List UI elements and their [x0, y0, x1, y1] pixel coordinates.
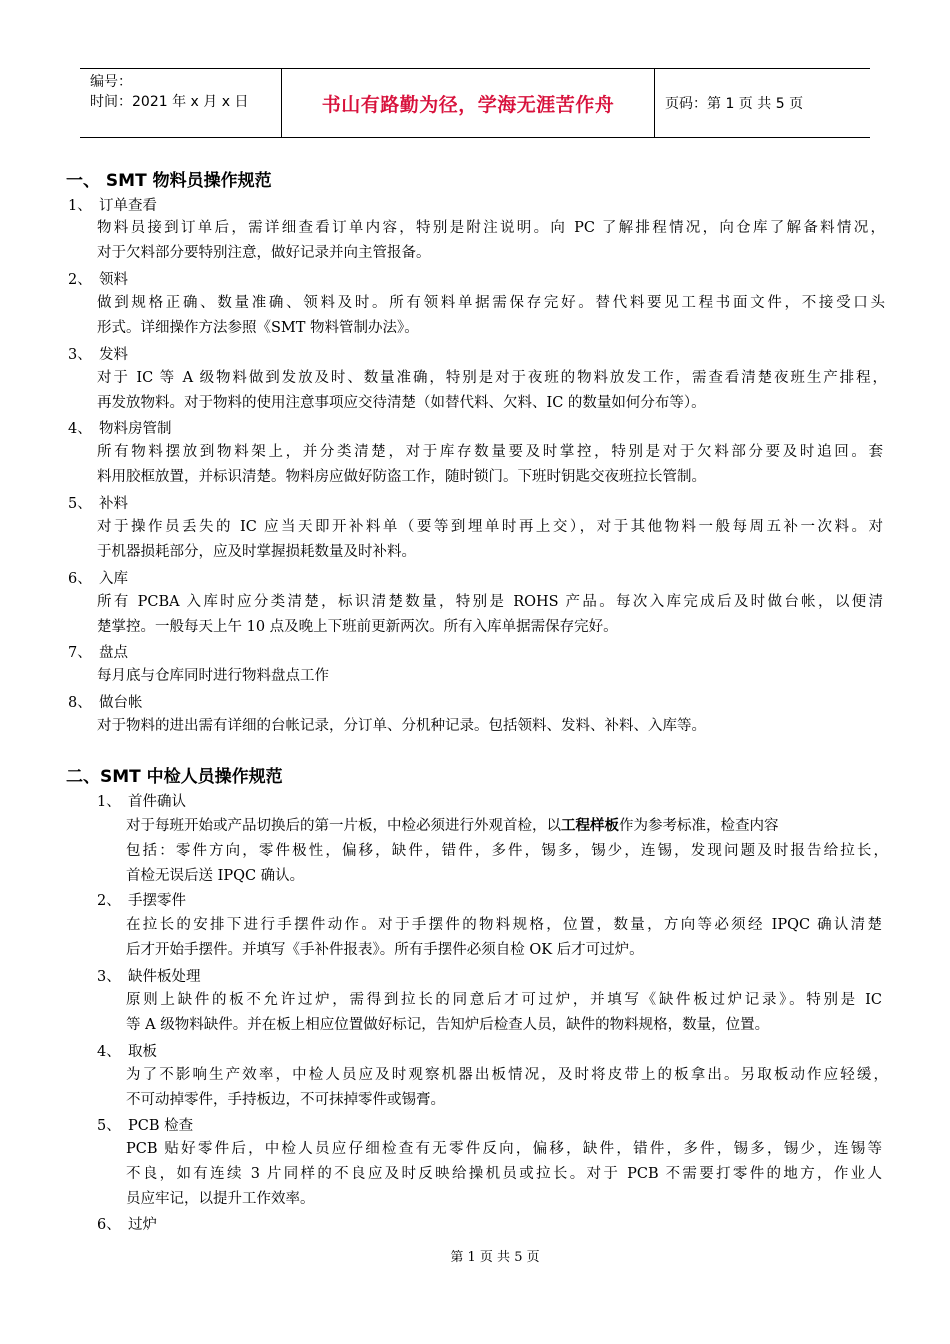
s1-item-4-body: 所有物料摆放到物料架上，并分类清楚，对于库存数量要及时掌控，特别是对于欠料部分要及时追回。套 料用胶框放置，并标识清楚。物料房应做好防盗工作，随时锁门。下班时钥匙交夜班拉长管制。 — [97, 444, 883, 485]
s2-item-3-body: 原则上缺件的板不允许过炉，需得到拉长的同意后才可过炉，并填写《缺件板过炉记录》。特别是 IC 等 A 级物料缺件。并在板上相应位置做好标记，告知炉后检查人员，缺件的物料规格，数量，位置。 — [126, 992, 882, 1033]
header-page-label: 页码：第 1 页 共 5 页 — [665, 96, 804, 112]
s2-item-1-line-1: 对于每班开始或产品切换后的第一片板，中检必须进行外观首检，以工程样板作为参考标准，检查内容 — [126, 817, 779, 834]
s2-item-4-heading: 4、 取板 — [97, 1044, 157, 1060]
s1-item-7-body: 每月底与仓库同时进行物料盘点工作 — [97, 668, 329, 684]
s2-item-4-body: 为了不影响生产效率，中检人员应及时观察机器出板情况，及时将皮带上的板拿出。另取板动作应轻缓， 不可动掉零件，手持板边，不可抹掉零件或锡膏。 — [126, 1067, 888, 1108]
header-motto: 书山有路勤为径，学海无涯苦作舟 — [282, 69, 655, 137]
s1-item-3-body: 对于 IC 等 A 级物料做到发放及时、数量准确，特别是对于夜班的物料放发工作，需查看清楚夜班生产排程， 再发放物料。对于物料的使用注意事项应交待清楚（如替代料、欠料、IC 的数量如何分布等）。 — [97, 370, 887, 411]
s2-item-1-heading: 1、 首件确认 — [97, 794, 186, 810]
engineering-sample-emphasis: 工程样板 — [561, 817, 619, 834]
section-2-title: 二、SMT 中检人员操作规范 — [66, 767, 283, 787]
section-1-title: 一、 SMT 物料员操作规范 — [66, 171, 272, 191]
s1-item-6-body: 所有 PCBA 入库时应分类清楚，标识清楚数量，特别是 ROHS 产品。每次入库完成后及时做台帐，以便清 楚掌控。一般每天上午 10 点及晚上下班前更新两次。所有入库单据需保存完好。 — [97, 594, 883, 635]
s2-item-5-heading: 5、 PCB 检查 — [97, 1118, 194, 1134]
s1-item-6-heading: 6、 入库 — [68, 571, 128, 587]
s2-item-5-body: PCB 贴好零件后，中检人员应仔细检查有无零件反向，偏移，缺件，错件，多件，锡多，锡少，连锡等 不良，如有连续 3 片同样的不良应及时反映给操机员或拉长。对于 PCB 不需要打零件的地方，作业人 员应牢记，以提升工作效率。 — [126, 1141, 882, 1207]
s1-item-7-heading: 7、 盘点 — [68, 645, 128, 661]
s2-item-6-heading: 6、 过炉 — [97, 1217, 157, 1233]
s1-item-1-heading: 1、 订单查看 — [68, 198, 157, 214]
header-meta — [80, 69, 282, 137]
s1-item-5-body: 对于操作员丢失的 IC 应当天即开补料单（要等到埋单时再上交），对于其他物料一般每周五补一次料。对 于机器损耗部分，应及时掌握损耗数量及时补料。 — [97, 519, 883, 560]
s2-item-2-body: 在拉长的安排下进行手摆件动作。对于手摆件的物料规格，位置，数量，方向等必须经 IPQC 确认清楚 后才开始手摆件。并填写《手补件报表》。所有手摆件必须自检 OK 后才可过炉。 — [126, 917, 882, 958]
s1-item-3-heading: 3、 发料 — [68, 347, 128, 363]
s2-item-1-body: 对于每班开始或产品切换后的第一片板，中检必须进行外观首检，以工程样板作为参考标准，检查内容 包括：零件方向，零件极性，偏移，缺件，错件，多件，锡多，锡少，连锡，发现问题及时报告给拉长， 首检无误后送 IPQC 确认。 — [126, 813, 888, 889]
s1-item-5-heading: 5、 补料 — [68, 496, 128, 512]
s2-item-3-heading: 3、 缺件板处理 — [97, 969, 201, 985]
document-header — [80, 68, 870, 138]
s1-item-1-body: 物料员接到订单后，需详细查看订单内容，特别是附注说明。向 PC 了解排程情况，向仓库了解备料情况， 对于欠料部分要特别注意，做好记录并向主管报备。 — [97, 220, 885, 261]
s1-item-4-heading: 4、 物料房管制 — [68, 421, 172, 437]
s1-item-2-body: 做到规格正确、数量准确、领料及时。所有领料单据需保存完好。替代料要见工程书面文件，不接受口头 形式。详细操作方法参照《SMT 物料管制办法》。 — [97, 295, 885, 336]
page-footer: 第 1 页 共 5 页 — [450, 1250, 540, 1265]
number-label: 编号： — [90, 74, 132, 90]
s2-item-2-heading: 2、 手摆零件 — [97, 893, 186, 909]
s1-item-8-heading: 8、 做台帐 — [68, 695, 143, 711]
time-label: 时间：2021 年 x 月 x 日 — [90, 94, 249, 110]
s1-item-8-body: 对于物料的进出需有详细的台帐记录，分订单、分机种记录。包括领料、发料、补料、入库等。 — [97, 718, 706, 734]
s1-item-2-heading: 2、 领料 — [68, 272, 128, 288]
